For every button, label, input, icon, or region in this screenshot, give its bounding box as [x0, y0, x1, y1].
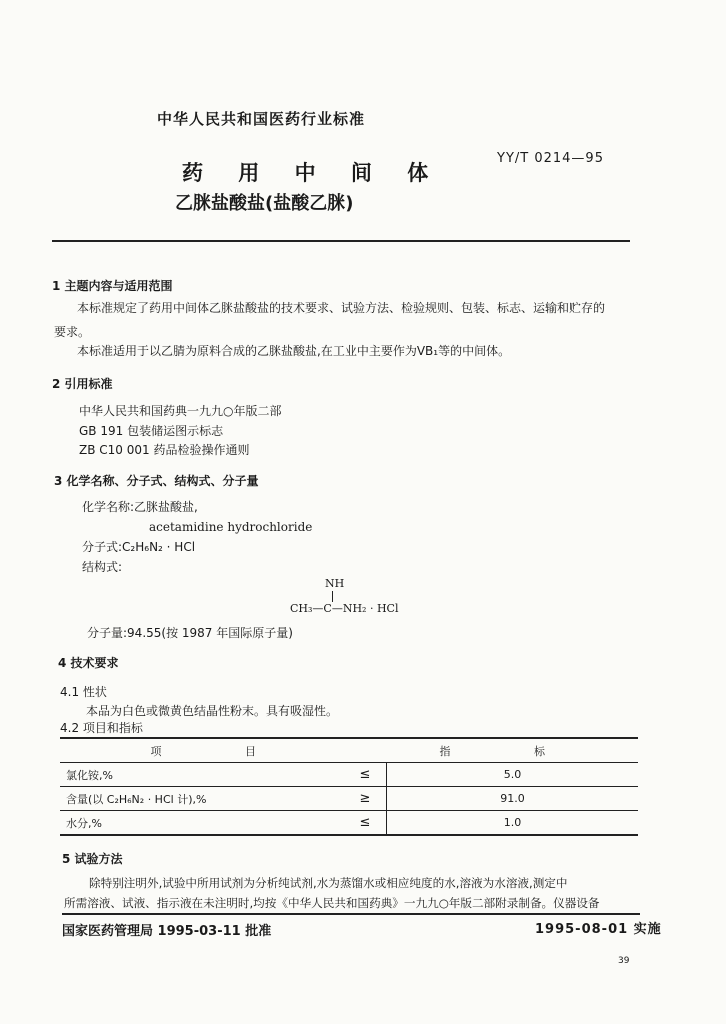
section1-para1-line1: 本标准规定了药用中间体乙脒盐酸盐的技术要求、试验方法、检验规则、包装、标志、运输和贮存的 — [77, 301, 606, 315]
table-cell-operator: ≥ — [344, 787, 387, 811]
table-cell-name: 氯化铵,% — [60, 763, 344, 787]
structure-bond — [332, 591, 333, 602]
table-cell-value: 91.0 — [387, 787, 639, 811]
header-rule — [52, 240, 630, 242]
reference-item: GB 191 包装储运图示标志 — [79, 424, 224, 438]
molecular-weight: 分子量:94.55(按 1987 年国际原子量) — [87, 626, 293, 640]
spec-table — [60, 737, 638, 836]
std-number: YY/T 0214—95 — [497, 151, 604, 166]
section4-1-text: 本品为白色或微黄色结晶性粉末。具有吸湿性。 — [86, 704, 339, 718]
effective-date: 1995-08-01 实施 — [535, 922, 662, 937]
table-cell-name: 含量(以 C₂H₆N₂ · HCl 计),% — [60, 787, 344, 811]
section5-line1: 除特别注明外,试验中所用试剂为分析纯试剂,水为蒸馏水或相应纯度的水,溶液为水溶液,测定中 — [89, 876, 568, 890]
molecular-formula: 分子式:C₂H₆N₂ · HCl — [82, 540, 196, 554]
reference-item: 中华人民共和国药典一九九○年版二部 — [79, 404, 282, 418]
table-header-row — [60, 738, 638, 763]
section1-para1-line2: 要求。 — [54, 325, 91, 339]
main-title: 药 用 中 间 体 — [182, 161, 443, 185]
section2-heading: 2 引用标准 — [52, 377, 113, 391]
page-number: 39 — [618, 956, 630, 966]
chemical-name: 化学名称:乙脒盐酸盐, — [82, 500, 198, 514]
table-cell-name: 水分,% — [60, 811, 344, 836]
section5-line2: 所需溶液、试液、指示液在未注明时,均按《中华人民共和国药典》一九九○年版二部附录制备。仪器设备 — [64, 896, 600, 910]
table-row — [60, 763, 638, 787]
table-cell-value: 5.0 — [387, 763, 639, 787]
table-row — [60, 787, 638, 811]
org-title: 中华人民共和国医药行业标准 — [157, 110, 366, 128]
table-header-item: 项 目 — [60, 738, 387, 763]
chemical-name-english: acetamidine hydrochloride — [149, 520, 313, 534]
table-row — [60, 811, 638, 836]
section3-heading: 3 化学名称、分子式、结构式、分子量 — [54, 474, 259, 488]
section4-1-heading: 4.1 性状 — [60, 685, 107, 699]
table-cell-value: 1.0 — [387, 811, 639, 836]
sub-title: 乙脒盐酸盐(盐酸乙脒) — [175, 193, 354, 214]
table-cell-operator: ≤ — [344, 811, 387, 836]
table-header-value: 指 标 — [387, 738, 639, 763]
section5-heading: 5 试验方法 — [62, 852, 123, 866]
structure-main: CH₃—C—NH₂ · HCl — [290, 602, 399, 615]
reference-item: ZB C10 001 药品检验操作通则 — [79, 443, 250, 457]
approval-line: 国家医药管理局 1995-03-11 批准 — [62, 924, 272, 939]
section4-heading: 4 技术要求 — [58, 656, 119, 670]
structure-nh: NH — [325, 577, 345, 590]
structure-label: 结构式: — [82, 560, 123, 574]
table-cell-operator: ≤ — [344, 763, 387, 787]
section1-para2: 本标准适用于以乙腈为原料合成的乙脒盐酸盐,在工业中主要作为VB₁等的中间体。 — [77, 344, 511, 358]
footer-rule — [62, 913, 640, 915]
section1-heading: 1 主题内容与适用范围 — [52, 279, 173, 293]
section4-2-heading: 4.2 项目和指标 — [60, 721, 143, 735]
